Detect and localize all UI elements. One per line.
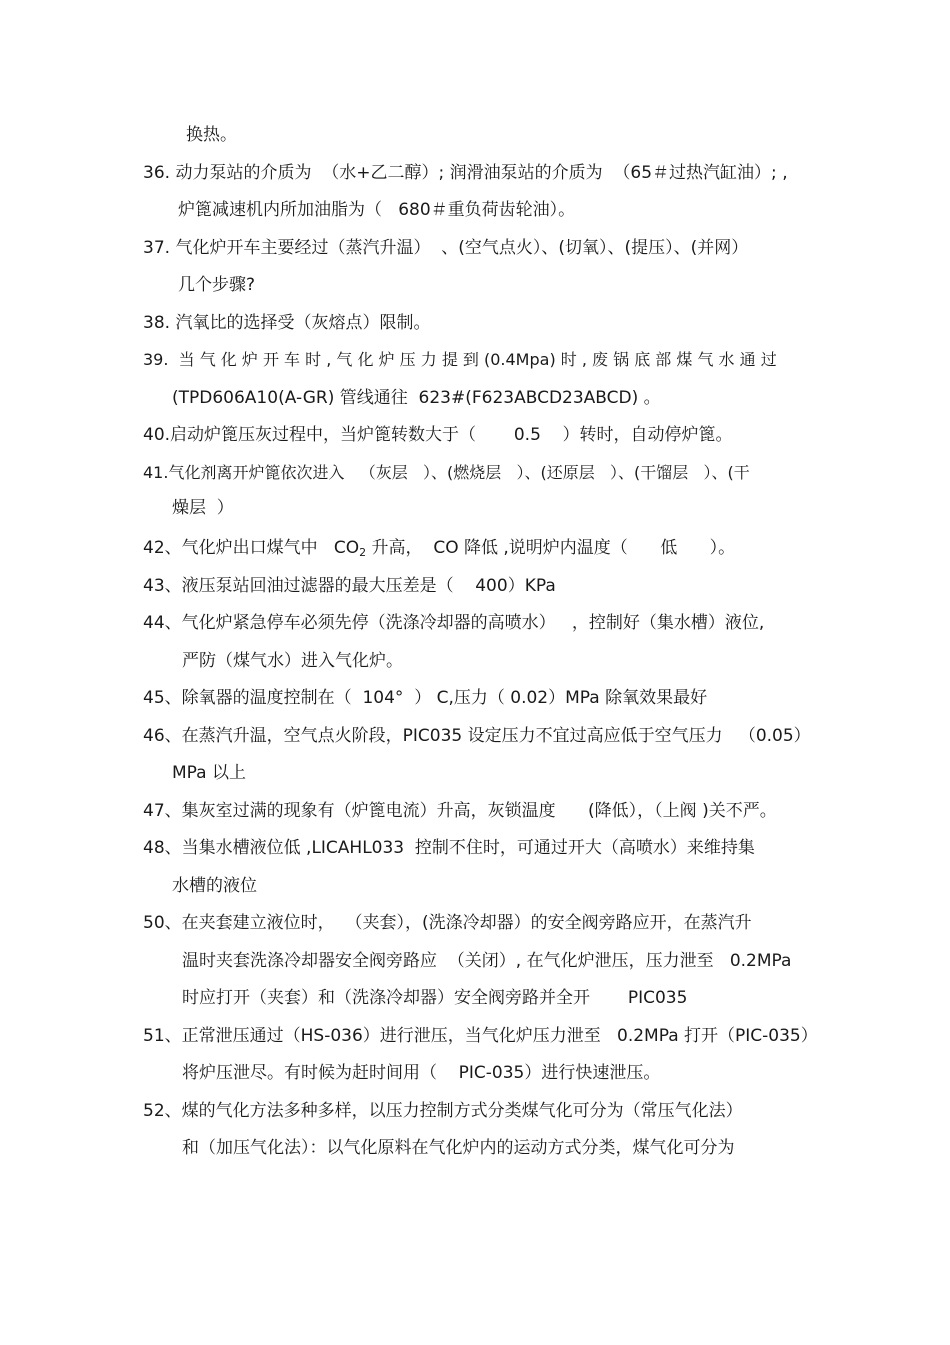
- text-line: 47、集灰室过满的现象有（炉篦电流）升高，灰锁温度 (降低），（上阀 )关不严。: [143, 801, 777, 821]
- text-line: 36. 动力泵站的介质为 （水+乙二醇）; 润滑油泵站的介质为 （65＃过热汽缸油）; ,: [143, 163, 788, 183]
- text-line: 39. 当 气 化 炉 开 车 时 , 气 化 炉 压 力 提 到 (0.4Mpa) 时 , 废 锅 底 部 煤 气 水 通 过: [143, 350, 777, 369]
- text-line: 炉篦减速机内所加油脂为（ 680＃重负荷齿轮油）。: [178, 200, 576, 220]
- text-line: (TPD606A10(A-GR) 管线通往 623#(F623ABCD23ABCD) 。: [172, 388, 661, 408]
- text-line: 41.气化剂离开炉篦依次进入 （灰层 ）、(燃烧层 ）、(还原层 ）、(干馏层 ）、(干: [143, 463, 750, 482]
- line-42-tail: 升高， CO 降低 ,说明炉内温度（ 低 ）。: [366, 538, 736, 558]
- text-line: 48、当集水槽液位低 ,LICAHL033 控制不住时，可通过开大（高喷水）来维持集: [143, 838, 755, 858]
- text-line: 换热。: [186, 125, 237, 145]
- text-line: 50、在夹套建立液位时， （夹套），(洗涤冷却器）的安全阀旁路应开，在蒸汽升: [143, 913, 752, 933]
- text-line-42: [143, 537, 735, 559]
- text-line: 将炉压泄尽。有时候为赶时间用（ PIC-035）进行快速泄压。: [182, 1063, 661, 1083]
- text-line: 51、正常泄压通过（HS-036）进行泄压，当气化炉压力泄至 0.2MPa 打开（PIC-035）: [143, 1026, 818, 1046]
- text-line: 46、在蒸汽升温，空气点火阶段，PIC035 设定压力不宜过高应低于空气压力 （0.05）: [143, 726, 811, 746]
- line-42-head: 42、气化炉出口煤气中 CO: [143, 538, 360, 558]
- text-line: 44、气化炉紧急停车必须先停（洗涤冷却器的高喷水） ，控制好（集水槽）液位,: [143, 613, 765, 633]
- text-line: 和（加压气化法）：以气化原料在气化炉内的运动方式分类，煤气化可分为: [182, 1138, 735, 1158]
- text-line: 40.启动炉篦压灰过程中，当炉篦转数大于（ 0.5 ）转时，自动停炉篦。: [143, 425, 733, 445]
- text-line: MPa 以上: [172, 763, 246, 783]
- text-line: 45、除氧器的温度控制在（ 104° ） C,压力（ 0.02）MPa 除氧效果最好: [143, 688, 708, 708]
- text-line: 燥层 ）: [172, 498, 234, 518]
- text-line: 时应打开（夹套）和（洗涤冷却器）安全阀旁路并全开 PIC035: [182, 988, 688, 1008]
- text-line: 温时夹套洗涤冷却器安全阀旁路应 （关闭）, 在气化炉泄压，压力泄至 0.2MPa: [182, 951, 792, 971]
- text-line: 38. 汽氧比的选择受（灰熔点）限制。: [143, 313, 431, 333]
- text-line: 43、液压泵站回油过滤器的最大压差是（ 400）KPa: [143, 576, 556, 596]
- co2-subscript: 2: [359, 546, 367, 559]
- text-line: 52、煤的气化方法多种多样，以压力控制方式分类煤气化可分为（常压气化法）: [143, 1101, 743, 1121]
- text-line: 37. 气化炉开车主要经过（蒸汽升温） 、(空气点火）、(切氧）、(提压）、(并网）: [143, 238, 749, 258]
- text-line: 水槽的液位: [172, 876, 257, 896]
- text-line: 几个步骤?: [178, 275, 256, 295]
- text-line: 严防（煤气水）进入气化炉。: [182, 651, 403, 671]
